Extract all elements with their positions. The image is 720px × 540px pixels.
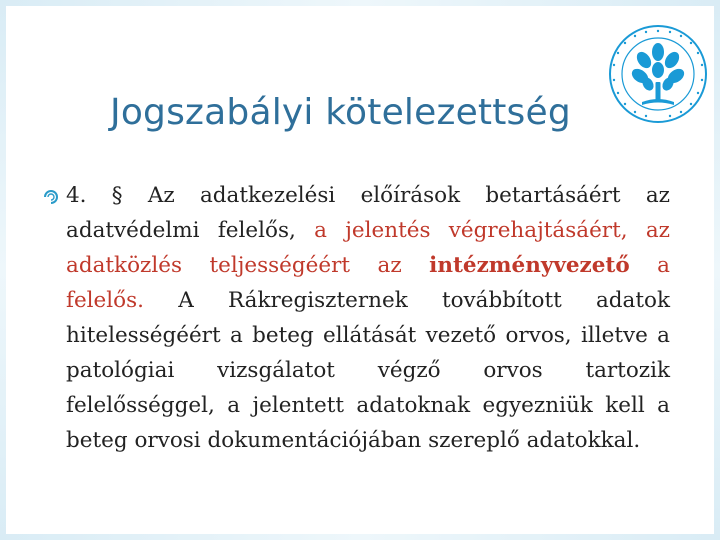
paragraph-seg2: a jelentés végrehajtásáért, az adatközlés teljességéért az xyxy=(66,218,670,278)
body-paragraph xyxy=(66,178,670,458)
bottom-border xyxy=(0,534,720,540)
paragraph-seg4: a felelős. xyxy=(66,253,671,313)
institute-emblem-icon xyxy=(606,22,710,126)
paragraph-emphasis: intézményvezető xyxy=(429,253,630,278)
left-border xyxy=(0,0,6,540)
paragraph-seg1: 4. § Az adatkezelési előírások betartásáért az adatvédelmi felelős, xyxy=(66,183,670,243)
paragraph-seg5: A Rákregiszternek továbbított adatok hitelességéért a beteg ellátását vezető orvos, illetve a patológiai vizsgálatot végző orvos tartozik felelősséggel, a jelentett adatoknak egyezniük kell a beteg orvosi dokumentációjában szereplő adatokkal. xyxy=(66,288,670,453)
slide-title: Jogszabályi kötelezettség xyxy=(110,92,571,133)
top-border xyxy=(0,0,720,6)
bullet-icon xyxy=(44,190,58,204)
right-border xyxy=(714,0,720,540)
